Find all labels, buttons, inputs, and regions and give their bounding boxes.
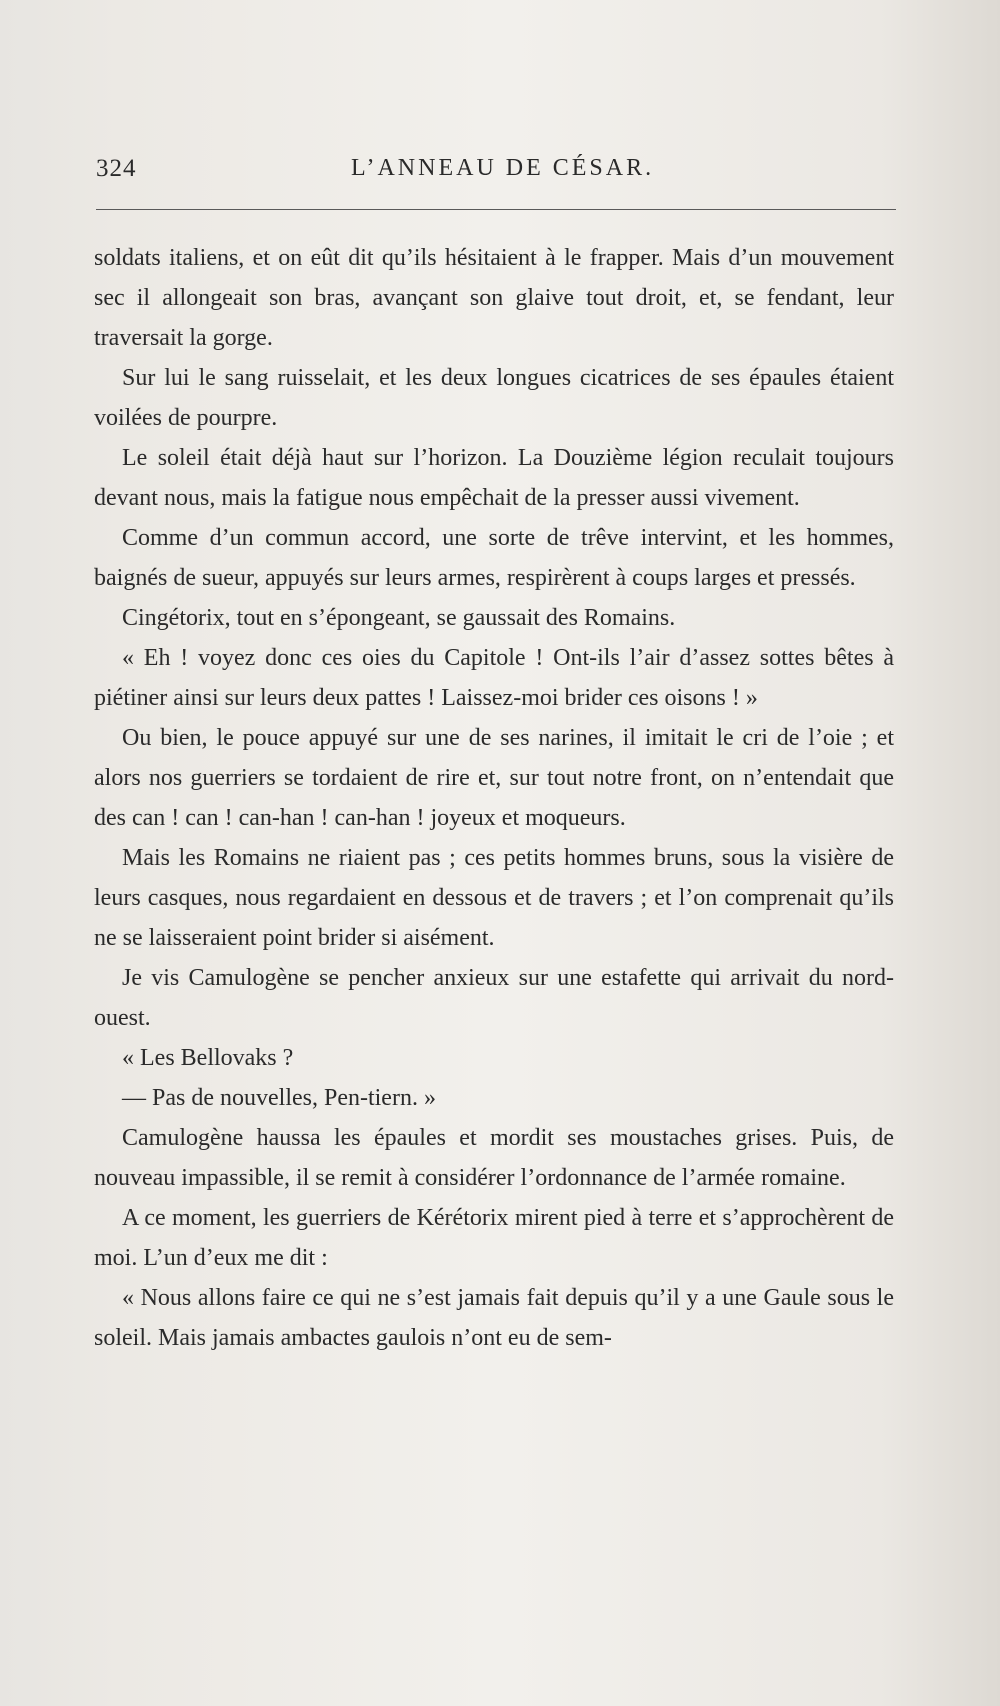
page-header xyxy=(96,155,896,195)
paragraph: Mais les Romains ne riaient pas ; ces petits hommes bruns, sous la visière de leurs casques, nous regardaient en dessous et de travers ; et l’on comprenait qu’ils ne se laisseraient point brider si aisément. xyxy=(94,845,894,951)
page-body xyxy=(94,238,894,1358)
paragraph: — Pas de nouvelles, Pen-tiern. » xyxy=(122,1085,436,1111)
paragraph: soldats italiens, et on eût dit qu’ils hésitaient à le frapper. Mais d’un mouvement sec il allongeait son bras, avançant son glaive tout droit, et, se fendant, leur traversait la gorge. xyxy=(94,245,894,351)
running-title: L’ANNEAU DE CÉSAR. xyxy=(351,155,655,181)
paragraph: Sur lui le sang ruisselait, et les deux longues cicatrices de ses épaules étaient voilées de pourpre. xyxy=(94,365,894,431)
paragraph: « Les Bellovaks ? xyxy=(122,1045,294,1071)
paragraph: Cingétorix, tout en s’épongeant, se gaussait des Romains. xyxy=(122,605,676,631)
paragraph: Ou bien, le pouce appuyé sur une de ses narines, il imitait le cri de l’oie ; et alors nos guerriers se tordaient de rire et, sur tout notre front, on n’entendait que des can ! can ! can-han ! can-han ! joyeux et moqueurs. xyxy=(94,725,894,831)
paragraph: Je vis Camulogène se pencher anxieux sur une estafette qui arrivait du nord-ouest. xyxy=(94,965,894,1031)
paragraph: « Nous allons faire ce qui ne s’est jamais fait depuis qu’il y a une Gaule sous le soleil. Mais jamais ambactes gaulois n’ont eu de sem- xyxy=(94,1285,894,1351)
paragraph: A ce moment, les guerriers de Kérétorix mirent pied à terre et s’approchèrent de moi. L’un d’eux me dit : xyxy=(94,1205,894,1271)
header-rule xyxy=(96,209,896,210)
paragraph: Camulogène haussa les épaules et mordit ses moustaches grises. Puis, de nouveau impassible, il se remit à considérer l’ordonnance de l’armée romaine. xyxy=(94,1125,894,1191)
paragraph: Le soleil était déjà haut sur l’horizon. La Douzième légion reculait toujours devant nous, mais la fatigue nous empêchait de la presser aussi vivement. xyxy=(94,445,894,511)
page-number: 324 xyxy=(96,155,137,182)
paragraph: « Eh ! voyez donc ces oies du Capitole ! Ont-ils l’air d’assez sottes bêtes à piétiner ainsi sur leurs deux pattes ! Laissez-moi brider ces oisons ! » xyxy=(94,645,894,711)
paragraph: Comme d’un commun accord, une sorte de trêve intervint, et les hommes, baignés de sueur, appuyés sur leurs armes, respirèrent à coups larges et pressés. xyxy=(94,525,894,591)
